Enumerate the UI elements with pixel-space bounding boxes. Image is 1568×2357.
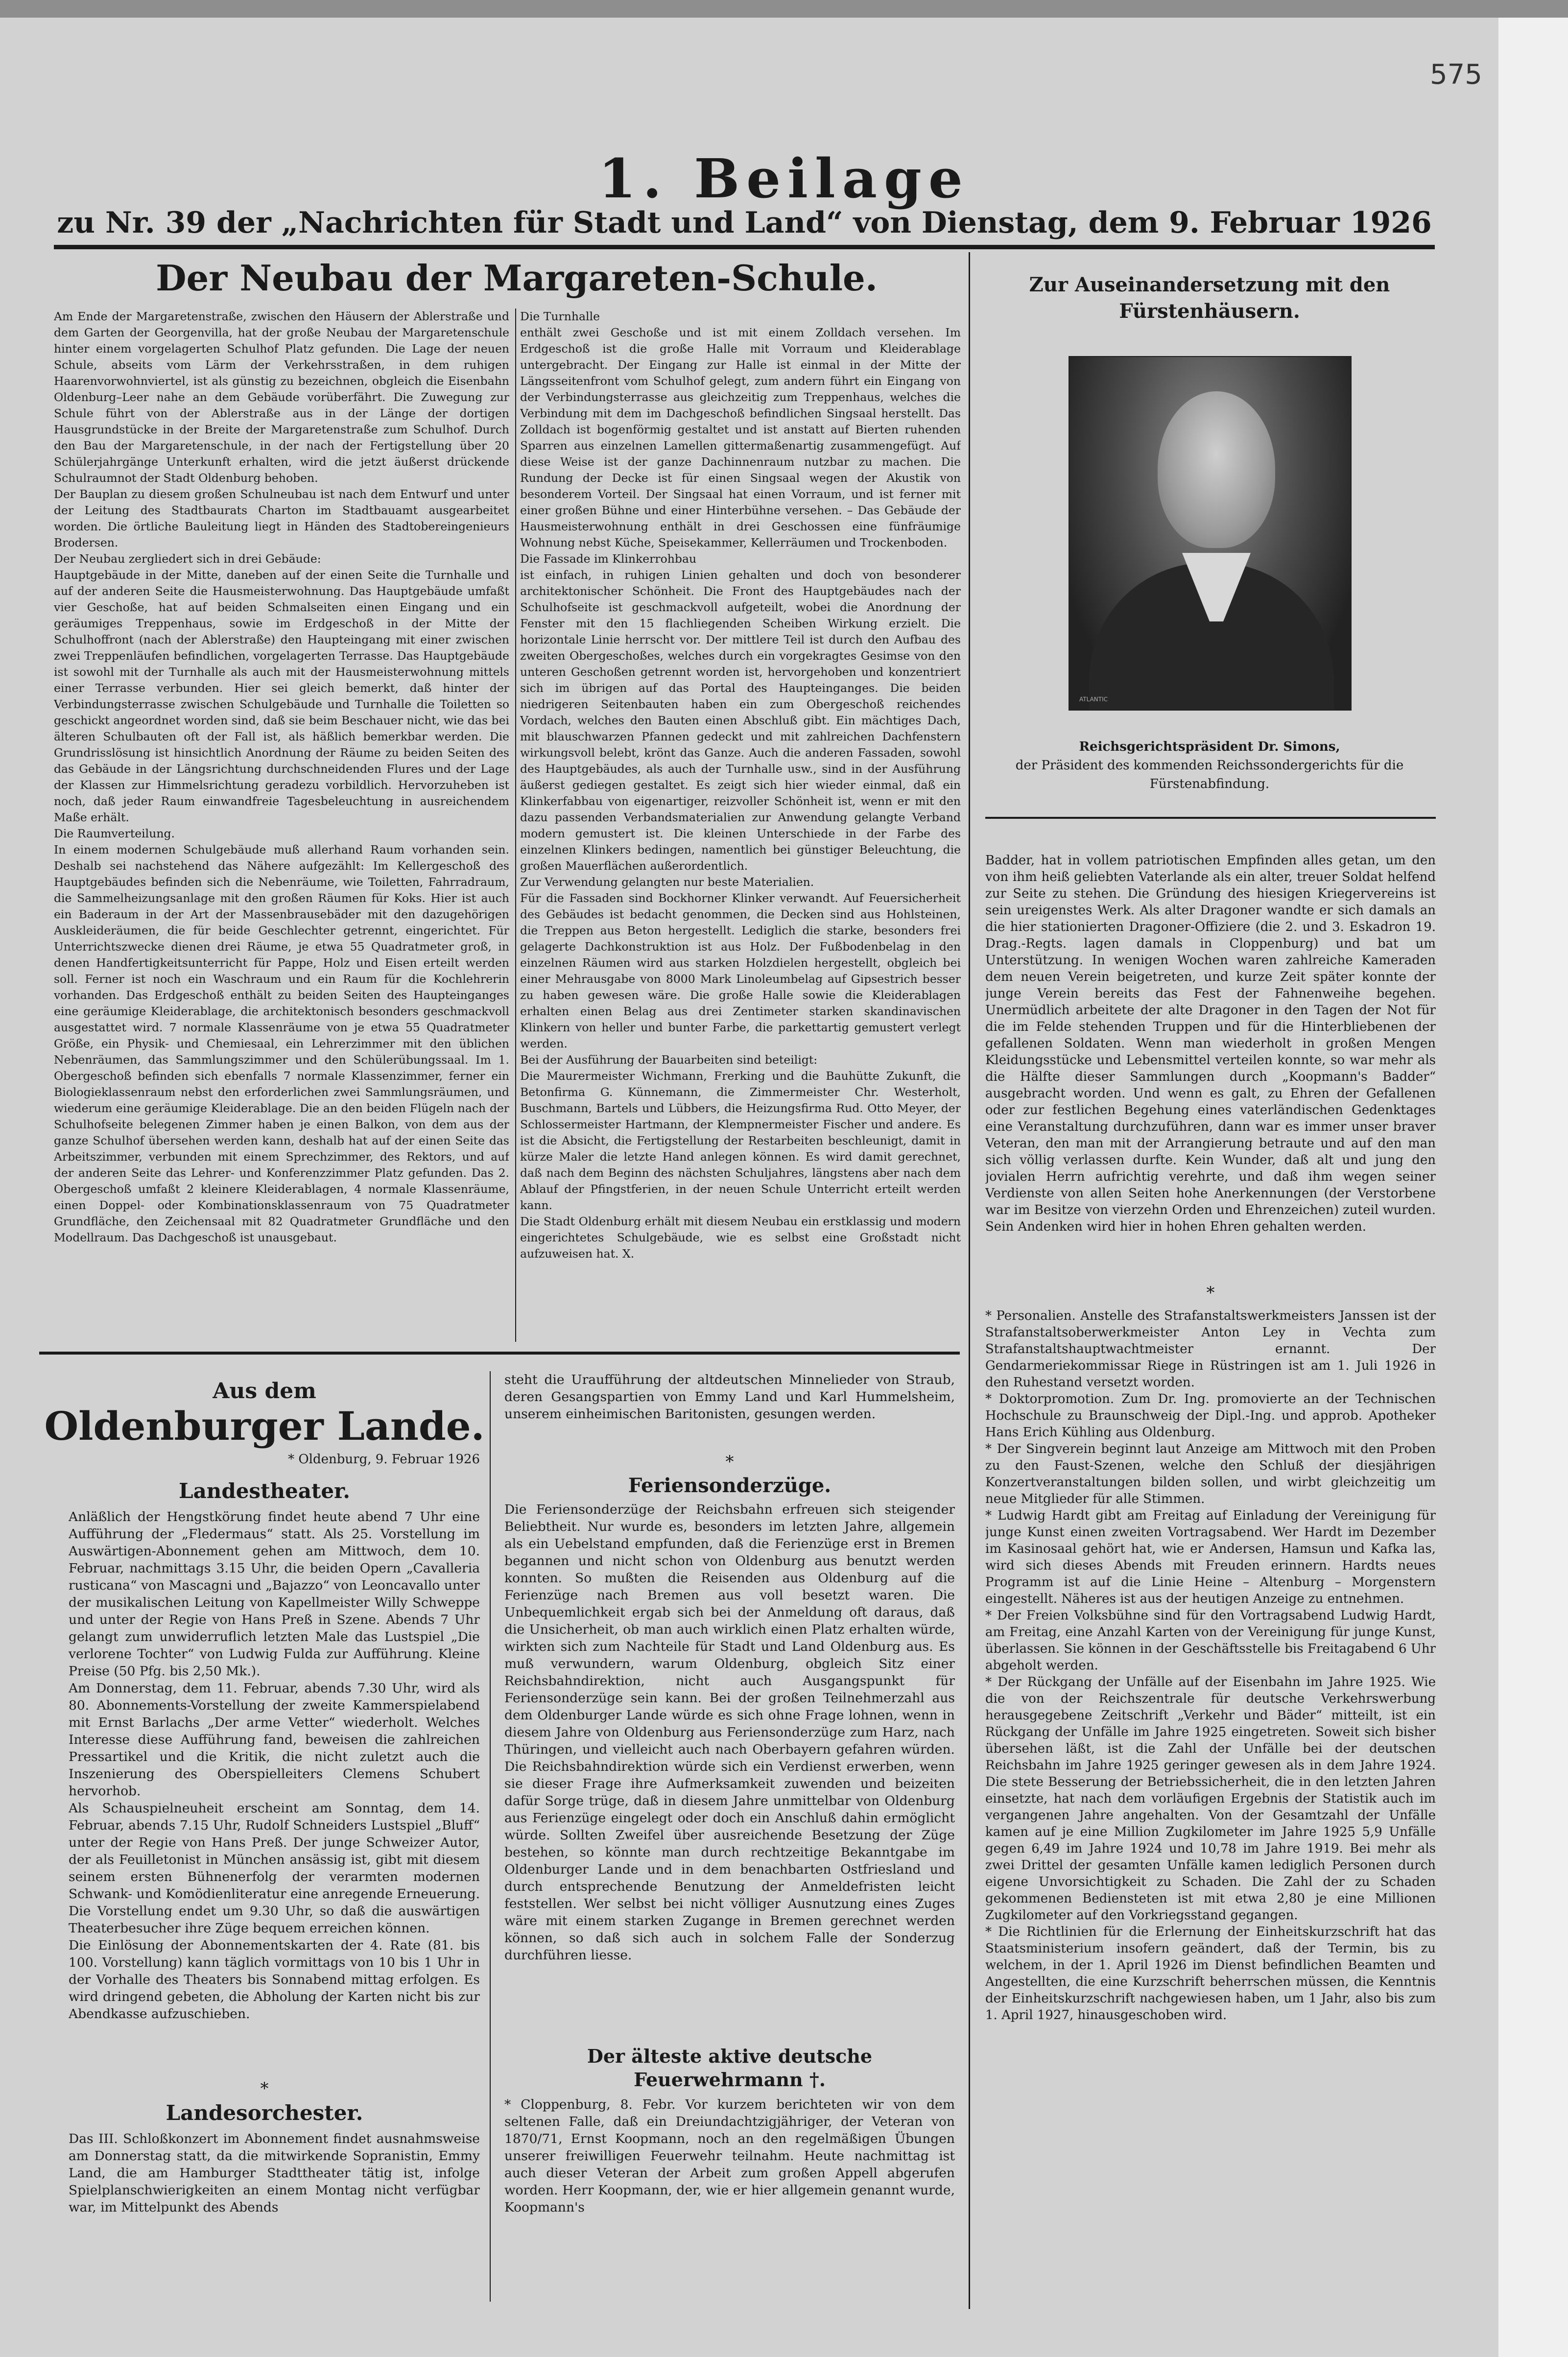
oldenburg-dateline: * Oldenburg, 9. Februar 1926 [288, 1452, 480, 1467]
oldenburg-kicker: Aus dem [213, 1379, 316, 1404]
page-edge [1498, 18, 1568, 2357]
ferien-text: Die Feriensonderzüge der Reichsbahn erfreuen sich steigender Beliebtheit. Nur wurde es, besonders im letzten Jahre, allgemein als ein Uebelstand empfunden, daß die Ferienzüge erst in Bremen begannen und nicht schon von Oldenburg aus benutzt werden konnten. So mußten die Reisenden aus Oldenburg auf die Ferienzüge nach Bremen aus voll besetzt waren. Die Unbequemlichkeit ergab sich bei der Anmeldung oft daraus, daß die Unsicherheit, ob man auch wirklich einen Platz erhalten würde, wirkten sich zum Nachteile für Stadt und Land Oldenburg aus. Es muß verwundern, warum Oldenburg, obgleich Sitz einer Reichsbahndirektion, nicht auch Ausgangspunkt für Feriensonderzüge sein kann. Bei der großen Teilnehmerzahl aus dem Oldenburger Lande würde es sich ohne Frage lohnen, wenn in diesem Jahre von Oldenburg aus Feriensonderzüge zum Harz, nach Thüringen, und vielleicht auch nach Oberbayern gefahren würden. Die Reichsbahndirektion würde sich ein Verdienst erwerben, wenn sie dieser Frage ihre Aufmerksamkeit zuwenden und beizeiten dafür Sorge trüge, daß in diesem Jahre unmittelbar von Oldenburg aus Ferienzüge eingelegt oder doch ein Anschluß dahin ermöglicht würde. Sollten Zweifel über ausreichende Besetzung der Züge bestehen, so könnte man durch rechtzeitige Bekanntgabe im Oldenburger Lande und in dem benachbarten Ostfriesland und durch entsprechende Benutzung der Anmeldefristen leicht feststellen. Wer selbst bei nicht völliger Ausnutzung eines Zuges wäre mit einem starken Zugange in Bremen gerechnet werden können, so daß sich auch in solchem Falle der Sonderzug durchführen liesse. [504, 1502, 955, 1963]
local-notes: * Personalien. Anstelle des Strafanstaltswerkmeisters Janssen ist der Strafanstaltsoberwerkmeister Anton Ley in Vechta zum Strafanstaltshauptwachtmeister ernannt. Der Gendarmeriekommissar Riege in Rüstringen ist am 1. Juli 1926 in den Ruhestand versetzt worden. * Doktorpromotion. Zum Dr. Ing. promovierte an der Technischen Hochschule zu Braunschweig der Dipl.-Ing. und approb. Apotheker Hans Erich Kühling aus Oldenburg. * Der Singverein beginnt laut Anzeige am Mittwoch mit den Proben zu den Faust-Szenen, welche den Schluß der diesjährigen Konzertveranstaltungen bilden sollen, und wirbt gleichzeitig um neue Mitglieder für alle Stimmen. * Ludwig Hardt gibt am Freitag auf Einladung der Vereinigung für junge Kunst einen zweiten Vortragsabend. Wer Hardt im Dezember im Kasinosaal gehört hat, wie er Andersen, Hamsun und Kafka las, wird sich dieses Abends mit Freuden erinnern. Hardts neues Programm ist auf die Linie Heine – Altenburg – Morgenstern eingestellt. Näheres ist aus der heutigen Anzeige zu entnehmen. * Der Freien Volksbühne sind für den Vortragsabend Ludwig Hardt, am Freitag, eine Anzahl Karten von der Vereinigung für junge Kunst, überlassen. Sie können in der Geschäftsstelle bis Freitagabend 6 Uhr abgeholt werden. * Der Rückgang der Unfälle auf der Eisenbahn im Jahre 1925. Wie die von der Reichszentrale für deutsche Verkehrswerbung herausgegebene Zeitschrift „Verkehr und Bäder“ mitteilt, ist ein Rückgang der Unfälle im Jahre 1925 eingetreten. Soweit sich bisher übersehen läßt, ist die Zahl der Unfälle bei der deutschen Reichsbahn im Jahre 1925 geringer gewesen als in dem Jahre 1924. Die stete Besserung der Betriebssicherheit, die in den letzten Jahren einsetzte, hat nach dem vorläufigen Ergebnis der Statistik auch im vergangenen Jahre angehalten. Von der Gesamtzahl der Unfälle kamen auf je eine Million Zugkilometer im Jahre 1925 5,9 Unfälle gegen 6,49 im Jahre 1924 und 10,78 im Jahre 1919. Bei mehr als zwei Drittel der gesamten Unfälle kamen lediglich Personen durch eigene Unvorsichtigkeit zu Schaden. Die Zahl der zu Schaden gekommenen Bediensteten ist mit etwa 2,80 je eine Millionen Zugkilometer auf den Vorkriegsstand gegangen. * Die Richtlinien für die Erlernung der Einheitskurzschrift hat das Staatsministerium insofern geändert, daß der Termin, bis zu welchem, in der 1. April 1926 im Dienst befindlichen Beamten und Angestellten, die eine Kurzschrift beherrschen müssen, die Kenntnis der Einheitskurzschrift nachgewiesen haben, um 1 Jahr, also bis zum 1. April 1927, hinausgeschoben wird. [985, 1309, 1436, 2023]
portrait-caption [974, 738, 1445, 793]
fuerstenhaeuser-headline: Zur Auseinandersetzung mit den Fürstenhäusern. [1029, 273, 1390, 323]
photo-credit: ATLANTIC [1079, 696, 1108, 703]
koopmann-continuation: Badder, hat in vollem patriotischen Empfinden alles getan, um den von ihm heiß geliebten Vaterlande als ein alter, treuer Soldat helfend zur Seite zu stehen. Die Gründung des hiesigen Kriegervereins ist sein ureigenstes Werk. Als alter Dragoner wandte er sich damals an die hier stationierten Dragoner-Offiziere (die 2. und 3. Eskadron 19. Drag.-Regts. lagen damals in Cloppenburg) und bat um Unterstützung. In wenigen Wochen waren zahlreiche Kameraden dem neuen Verein beigetreten, und kurze Zeit später konnte der junge Verein bereits das Fest der Fahnenweihe begehen. Unermüdlich arbeitete der alte Dragoner in den Tagen der Not für die im Felde stehenden Truppen und für die Hinterbliebenen der gefallenen Soldaten. Wenn man wiederholt in großen Mengen Kleidungsstücke und Lebensmittel verteilen konnte, so war mehr als die Hälfte dieser Sammlungen durch „Koopmann's Badder“ ausgebracht worden. Und wenn es galt, zu Ehren der Gefallenen oder zur festlichen Begehung eines vaterländischen Gedenktages eine Veranstaltung durchzuführen, dann war es immer unser braver Veteran, den man mit der Arrangierung betraute und auf den man sich völlig verlassen durfte. Kein Wunder, daß alt und jung den jovialen Herrn aufrichtig verehrte, und daß ihm wegen seiner Verdienste von allen Seiten hohe Anerkennungen (der Verstorbene war im Besitze von vierzehn Orden und Ehrenzeichen) zuteil wurden. Sein Andenken wird hier in hohen Ehren gehalten werden. [985, 853, 1436, 1234]
separator-star: * [1206, 1283, 1215, 1303]
supplement-subtitle: zu Nr. 39 der „Nachrichten für Stadt und Land“ von Dienstag, dem 9. Februar 1926 [57, 206, 1432, 240]
page-number: 575 [1430, 59, 1482, 91]
separator-star: * [725, 1452, 734, 1472]
oldenburg-headline: Oldenburger Lande. [44, 1403, 485, 1449]
separator-star: * [260, 2079, 269, 2098]
portrait-photo [1069, 356, 1352, 711]
theater-heading: Landestheater. [179, 1479, 350, 1503]
photo-face [1158, 391, 1275, 548]
margareten-column-1: Am Ende der Margaretenstraße, zwischen den Häusern der Ablerstraße und dem Garten der Georgenvilla, hat der große Neubau der Margaretenschule hinter einem vorgelagerten Schulhof Platz gefunden. Die Lage der neuen Schule, abseits vom Lärm der Verkehrsstraßen, in dem ruhigen Haarenvorwohnviertel, ist als günstig zu bezeichnen, obgleich die Eisenbahn Oldenburg–Leer nahe an dem Gebäude vorüberfährt. Die Zuwegung zur Schule führt von der Ablerstraße aus in der Länge der dortigen Hausgrundstücke in der Breite der Margaretenstraße zum Schulhof. Durch den Bau der Margaretenschule, in der nach der Fertigstellung über 20 Schülerjahrgänge Unterkunft erhalten, wird die jetzt äußerst drückende Schulraumnot der Stadt Oldenburg behoben. Der Bauplan zu diesem großen Schulneubau ist nach dem Entwurf und unter der Leitung des Stadtbaurats Charton im Stadtbauamt ausgearbeitet worden. Die örtliche Bauleitung liegt in Händen des Stadtobereingenieurs Brodersen. Der Neubau zergliedert sich in drei Gebäude: Hauptgebäude in der Mitte, daneben auf der einen Seite die Turnhalle und auf der anderen Seite die Hausmeisterwohnung. Das Hauptgebäude umfaßt vier Geschoße, hat auf beiden Schmalseiten einen Eingang und ein geräumiges Treppenhaus, sowie im Erdgeschoß in der Mitte der Schulhoffront (nach der Ablerstraße) den Haupteingang mit einer zwischen zwei Treppenläufen befindlichen, vorgelagerten Terrasse. Das Hauptgebäude ist sowohl mit der Turnhalle als auch mit der Hausmeisterwohnung mittels einer Terrasse verbunden. Hier sei gleich bemerkt, daß hinter der Verbindungsterrasse zwischen Schulgebäude und Turnhalle die Toiletten so geschickt angeordnet worden sind, daß sie beim Beschauer nicht, wie das bei älteren Schulbauten oft der Fall ist, als häßlich bemerkbar werden. Die Grundrisslösung ist hinsichtlich Anordnung der Räume zu beiden Seiten des das Gebäude in der Längsrichtung durchschneidenden Flures und der Lage der Klassen zur Himmelsrichtung geradezu vorbildlich. Hervorzuheben ist noch, daß jeder Raum einwandfreie Tagesbeleuchtung in ausreichendem Maße erhält. Die Raumverteilung. In einem modernen Schulgebäude muß allerhand Raum vorhanden sein. Deshalb sei nachstehend das Nähere aufgezählt: Im Kellergeschoß des Hauptgebäudes befinden sich die Nebenräume, wie Toiletten, Fahrradraum, die Sammelheizungsanlage mit den großen Räumen für Koks. Hier ist auch ein Baderaum in der Art der Massenbrausebäder mit den dazugehörigen Auskleideräumen, die für beide Geschlechter getrennt, eingerichtet. Für Unterrichtszwecke dienen drei Räume, je etwa 55 Quadratmeter groß, in denen Handfertigkeitsunterricht für Pappe, Holz und Eisen erteilt werden soll. Ferner ist noch ein Waschraum und ein Raum für die Kochlehrerin vorhanden. Das Erdgeschoß enthält zu beiden Seiten des Haupteinganges eine geräumige Kleiderablage, die architektonisch besonders geschmackvoll ausgestattet wird. 7 normale Klassenräume von je etwa 55 Quadratmeter Größe, ein Physik- und Chemiesaal, ein Lehrerzimmer mit den üblichen Nebenräumen, das Sammlungszimmer und den Schülerübungssaal. Im 1. Obergeschoß befinden sich ebenfalls 7 normale Klassenzimmer, ferner ein Biologieklassenraum nebst den erforderlichen zwei Sammlungsräumen, und wiederum eine geräumige Kleiderablage. Die an den beiden Flügeln nach der Schulhofseite belegenen Zimmer haben je einen Balkon, von dem aus der ganze Schulhof übersehen werden kann, deshalb hat auf der einen Seite das Arbeitszimmer, verbunden mit einem Sprechzimmer, des Rektors, und auf der anderen Seite das Lehrer- und Konferenzzimmer Platz gefunden. Das 2. Obergeschoß umfaßt 2 kleinere Kleiderablagen, 4 normale Klassenräume, einen Doppel- oder Kombinationsklassenraum von 75 Quadratmeter Grundfläche, den Zeichensaal mit 82 Quadratmeter Grundfläche und den Modellraum. Das Dachgeschoß ist unausgebaut. [54, 310, 509, 1244]
theater-text: Anläßlich der Hengstkörung findet heute abend 7 Uhr eine Aufführung der „Fledermaus“ statt. Als 25. Vorstellung im Auswärtigen-Abonnement gehen am Mittwoch, dem 10. Februar, nachmittags 3.15 Uhr, die beiden Opern „Cavalleria rusticana“ von Mascagni und „Bajazzo“ von Leoncavallo unter der musikalischen Leitung von Kapellmeister Willy Schweppe und unter der Regie von Hans Preß in Szene. Abends 7 Uhr gelangt zum unwiderruflich letzten Male das Lustspiel „Die verlorene Tochter“ von Ludwig Fulda zur Aufführung. Kleine Preise (50 Pfg. bis 2,50 Mk.). Am Donnerstag, dem 11. Februar, abends 7.30 Uhr, wird als 80. Abonnements-Vorstellung der zweite Kammerspielabend mit Ernst Barlachs „Der arme Vetter“ wiederholt. Welches Interesse diese Aufführung fand, beweisen die zahlreichen Pressartikel und die Kritik, die nicht zuletzt auch die Inszenierung des Oberspielleiters Clemens Schubert hervorhob. Als Schauspielneuheit erscheint am Sonntag, dem 14. Februar, abends 7.15 Uhr, Rudolf Schneiders Lustspiel „Bluff“ unter der Regie von Hans Preß. Der junge Schweizer Autor, der als Feuilletonist in München ansässig ist, gibt mit diesem seinem ersten Bühnenerfolg der verarmten modernen Schwank- und Komödienliteratur eine anregende Erneuerung. Die Vorstellung endet um 9.30 Uhr, so daß die auswärtigen Theaterbesucher ihre Züge bequem erreichen können. Die Einlösung der Abonnementskarten der 4. Rate (81. bis 100. Vorstellung) kann täglich vormittags von 10 bis 1 Uhr in der Vorhalle des Theaters bis Sonnabend mittag erfolgen. Es wird dringend gebeten, die Abholung der Karten nicht bis zur Abendkasse aufzuschieben. [69, 1509, 480, 2022]
orchester-text: Das III. Schloßkonzert im Abonnement findet ausnahmsweise am Donnerstag statt, da die mitwirkende Sopranistin, Emmy Land, die am Hamburger Stadttheater tätig ist, infolge Spielplanschwierigkeiten an einem Montag nicht verfügbar war, im Mittelpunkt des Abends [69, 2131, 480, 2215]
section-rule [39, 1352, 960, 1355]
masthead-rule [54, 245, 1435, 249]
orchester-heading: Landesorchester. [166, 2101, 363, 2125]
column-divider [515, 309, 516, 1342]
feuerwehr-text: * Cloppenburg, 8. Febr. Vor kurzem berichteten wir von dem seltenen Falle, daß ein Dreiundachtzigjähriger, der Veteran von 1870/71, Ernst Koopmann, noch an den regelmäßigen Übungen unserer freiwilligen Feuerwehr teilnahm. Heute nachmittag ist auch dieser Veteran der Arbeit zum großen Appell abgerufen worden. Herr Koopmann, der, wie er hier allgemein genannt wurde, Koopmann's [504, 2097, 955, 2215]
ferien-heading: Feriensonderzüge. [628, 1474, 832, 1497]
margareten-headline: Der Neubau der Margareten-Schule. [156, 257, 878, 299]
right-column-divider [969, 252, 970, 2309]
margareten-column-2: Die Turnhalle enthält zwei Geschoße und ist mit einem Zolldach versehen. Im Erdgeschoß ist die große Halle mit Vorraum und Kleiderablage untergebracht. Der Eingang zur Halle ist einmal in der Mitte der Längsseitenfront vom Schulhof gelegt, zum andern führt ein Eingang von der Verbindungsterrasse aus gleichzeitig zum Treppenhaus, welches die Verbindung mit dem im Dachgeschoß befindlichen Singsaal herstellt. Das Zolldach ist bogenförmig gestaltet und ist anstatt auf Bierten ruhenden Sparren aus einzelnen Lamellen gittermaßenartig zusammengefügt. Auf diese Weise ist der ganze Dachinnenraum nutzbar zu machen. Die Rundung der Decke ist für einen Singsaal wegen der Akustik von besonderem Vorteil. Der Singsaal hat einen Vorraum, und ist ferner mit einer großen Bühne und einer Hinterbühne versehen. – Das Gebäude der Hausmeisterwohnung enthält in drei Geschossen eine fünfräumige Wohnung nebst Küche, Speisekammer, Kellerräumen und Trockenboden. Die Fassade im Klinkerrohbau ist einfach, in ruhigen Linien gehalten und doch von besonderer architektonischer Schönheit. Die Front des Hauptgebäudes nach der Schulhofseite ist geschmackvoll aufgeteilt, wobei die Anordnung der Fenster mit den 15 flachliegenden Scheiben Wirkung erzielt. Die horizontale Linie herrscht vor. Der mittlere Teil ist durch den Aufbau des zweiten Obergeschoßes, welches durch ein vorgekragtes Gesimse von den unteren Geschoßen getrennt worden ist, hervorgehoben und konzentriert sich im übrigen auf das Portal des Haupteinganges. Die beiden niedrigeren Seitenbauten haben ein zum Obergeschoß reichendes Vordach, welches den Bauten einen Abschluß gibt. Ein mächtiges Dach, mit blauschwarzen Pfannen gedeckt und mit zahlreichen Dachfenstern wirkungsvoll belebt, krönt das Ganze. Auch die anderen Fassaden, sowohl des Hauptgebäudes, als auch der Turnhalle usw., sind in der Ausführung äußerst gediegen gestaltet. Es zeigt sich hier wieder einmal, daß ein Klinkerfabbau von eigenartiger, reizvoller Schönheit ist, wenn er mit den dazu passenden Verbandsmaterialien zur Anwendung gelangte Verband modern gemustert ist. Die kleinen Unterschiede in der Farbe des einzelnen Klinkers bedingen, namentlich bei günstiger Beleuchtung, die großen Mauerflächen außerordentlich. Zur Verwendung gelangten nur beste Materialien. Für die Fassaden sind Bockhorner Klinker verwandt. Auf Feuersicherheit des Gebäudes ist bedacht genommen, die Decken sind aus Hohlsteinen, die Treppen aus Beton hergestellt. Lediglich die starke, besonders frei gelagerte Dachkonstruktion ist aus Holz. Der Fußbodenbelag in den einzelnen Räumen wird aus starken Holzdielen hergestellt, obgleich bei einer Mehrausgabe von 8000 Mark Linoleumbelag auf Gipsestrich besser zu haben gewesen wäre. Die große Halle sowie die Kleiderablagen erhalten einen Belag aus drei Zentimeter starken skandinavischen Klinkern von heller und bunter Farbe, die parkettartig gemustert verlegt werden. Bei der Ausführung der Bauarbeiten sind beteiligt: Die Maurermeister Wichmann, Frerking und die Bauhütte Zukunft, die Betonfirma G. Künnemann, die Zimmermeister Chr. Westerholt, Buschmann, Bartels und Lübbers, die Heizungsfirma Rud. Otto Meyer, der Schlossermeister Hartmann, der Klempnermeister Fischer und andere. Es ist die Absicht, die Fertigstellung der Restarbeiten beschleunigt, damit in kürze Maler die letzte Hand anlegen können. Es wird damit gerechnet, daß nach dem Beginn des nächsten Schuljahres, längstens aber nach dem Ablauf der Pfingstferien, in der neuen Schule Unterricht erteilt werden kann. Die Stadt Oldenburg erhält mit diesem Neubau ein erstklassig und modern eingerichtetes Schulgebäude, wie es selbst eine Großstadt nicht aufzuweisen hat. X. [520, 310, 961, 1261]
column-divider [490, 1371, 491, 2302]
caption-rule [985, 817, 1436, 819]
supplement-title: 1. Beilage [598, 147, 970, 210]
caption-description: der Präsident des kommenden Reichssondergerichts für die Fürstenabfindung. [1015, 758, 1404, 791]
minnelieder-text: steht die Uraufführung der altdeutschen Minnelieder von Straub, deren Gesangspartien von Emmy Land und Karl Hummelsheim, unserem einheimischen Baritonisten, gesungen werden. [504, 1372, 955, 1422]
feuerwehr-heading: Der älteste aktive deutsche Feuerwehrmann †. [587, 2045, 873, 2091]
caption-name: Reichsgerichtspräsident Dr. Simons, [1079, 739, 1340, 754]
